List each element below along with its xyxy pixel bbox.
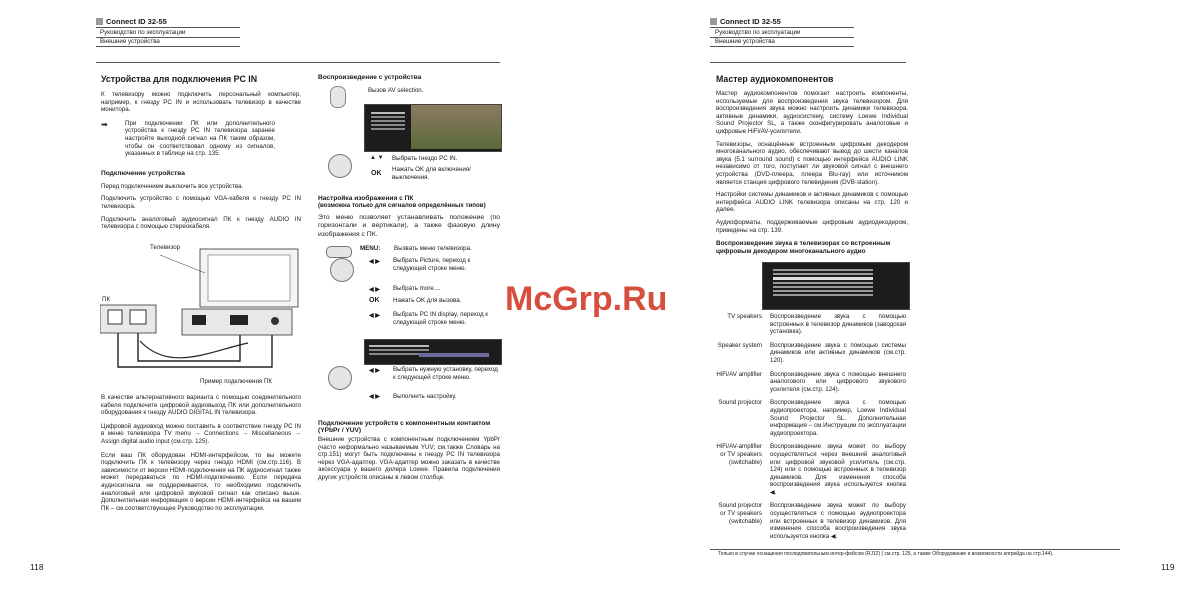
col2-pic-txt: Выбрать Picture, переход к следующей строке меню. bbox=[393, 257, 471, 272]
col2-sub2b: (возможна только для сигналов определённых типов) bbox=[318, 202, 486, 209]
audio-row bbox=[716, 502, 908, 540]
col1-sub1: Подключение устройства bbox=[101, 169, 185, 177]
ok-wheel-icon bbox=[328, 154, 352, 178]
col3-p3: Настройки системы динамиков и активных динамиков с помощью интерфейса AUDIO LINK телевизора описаны на стр. 120 и далее. bbox=[716, 191, 908, 214]
col3-title: Мастер аудиокомпонентов bbox=[716, 74, 834, 84]
audio-row-text: Воспроизведение звука с помощью аудиопроектора, например, Loewe Individual Sound Projector SL. Дополнительная информация – см.Инструкции по эксплуатации аудиопроектора. bbox=[770, 399, 906, 437]
col3-p1: Мастер аудиокомпонентов помогает настроить компоненты, используемые для воспроизведения звука телевизором. Для воспроизведения звука можно настроить динамики телевизора, активные динамики, аудиосистему, систему Loewe Individual Sound Projector SL, а также сконфигурировать аналоговые и цифровые HiFi/AV-усилители. bbox=[716, 90, 908, 135]
col3-sub: Воспроизведение звука в телевизорах со встроенным цифровым декодером многоканального аудио bbox=[716, 240, 891, 255]
col1-p5: В качестве альтернативного варианта с помощью соединительного кабеля подключите цифровой аудиовыход ПК или дополнительного оборудования к гнезду AUDIO DIGITAL IN телевизора. bbox=[101, 394, 301, 417]
col2-adjust-section bbox=[318, 195, 500, 239]
arrow-icon: ➡ bbox=[101, 119, 108, 129]
ok-key-label-1: OK bbox=[371, 170, 382, 177]
col3-p2: Телевизоры, оснащённые встроенным цифровым декодером многоканального аудио, обеспечивают вывод до шести каналов звука (5.1 surround sound) с помощью интерфейса AUDIO LINK независимо от того, поступает ли звуковой сигнал с внешнего устройства (DVD-плеера, плеера Blu-ray) или источником является станция цифрового телевидения (DVB-station). bbox=[716, 140, 908, 186]
left-header-title: Connect ID 32-55 bbox=[96, 17, 167, 26]
col3-p4: Аудиоформаты, поддерживаемые цифровым аудиодекодером, приведены на стр. 139. bbox=[716, 218, 908, 234]
audio-row bbox=[716, 371, 908, 394]
audio-row-label: TV speakers bbox=[727, 313, 762, 320]
col2-sub2: Настройка изображения с ПК bbox=[318, 195, 414, 202]
audio-row bbox=[716, 342, 908, 365]
audio-row-label: Sound projector or TV speakers (switchable) bbox=[718, 502, 762, 525]
col1-p3: Подключить устройство с помощью VGA-кабеля к гнезду PC IN телевизора. bbox=[101, 195, 301, 210]
col2-more-txt: Выбрать more.... bbox=[393, 285, 441, 292]
page-number-right: 119 bbox=[1161, 562, 1175, 572]
audio-row-label: HiFi/AV-amplifier or TV speakers (switchable) bbox=[716, 443, 762, 466]
ok-key-label-2: OK bbox=[369, 297, 380, 304]
col2-do-txt: Выполнить настройку. bbox=[393, 393, 457, 400]
col2-needed-txt: Выбрать нужную установку, переход к следующей строке меню. bbox=[393, 366, 498, 381]
header-square-icon bbox=[96, 18, 103, 25]
column-1 bbox=[101, 74, 301, 231]
diagram-pc-label: ПК bbox=[102, 296, 111, 303]
col1-note: ➡ При подключении ПК или дополнительного устройства к гнезду PC IN телевизора заранее настройте выходной сигнал на ПК таким образом, чтобы он соответствовал одному из сигналов, указанных в таблице на стр. 135. bbox=[101, 119, 275, 158]
left-header-line2: Внешние устройства bbox=[100, 38, 160, 45]
col2-title: Воспроизведение с устройства bbox=[318, 74, 422, 81]
tv-screen-1 bbox=[364, 104, 502, 152]
audio-row-text: Воспроизведение звука с помощью системы динамиков или активных динамиков (см.стр. 120). bbox=[770, 341, 906, 364]
lr-keys-icon-5: ◀ ▶ bbox=[369, 394, 380, 400]
audio-row-text: Воспроизведение звука с помощью встроенных в телевизор динамиков (заводская установка). bbox=[770, 313, 906, 336]
right-header-title: Connect ID 32-55 bbox=[710, 17, 781, 26]
col2-sub3: Подключение устройств с компонентным контактом (YPbPr / YUV) bbox=[318, 420, 491, 434]
right-header-line2: Внешние устройства bbox=[715, 38, 775, 45]
lr-keys-icon-4: ◀ ▶ bbox=[369, 368, 380, 374]
audio-row bbox=[716, 399, 908, 437]
audio-row-text: Воспроизведение звука с помощью внешнего аналогового или цифрового звукового усилителя (см.стр. 124). bbox=[770, 370, 906, 393]
col2-ok-call: Нажать OK для вызова. bbox=[393, 297, 462, 304]
connection-diagram bbox=[100, 243, 300, 389]
column-2 bbox=[318, 74, 498, 81]
audio-row bbox=[716, 313, 908, 336]
col2-sel-pcin: Выбрать гнездо PC IN. bbox=[392, 155, 458, 162]
page-number-left: 118 bbox=[30, 562, 44, 572]
tv-screen-3 bbox=[762, 262, 910, 310]
lr-keys-icon-1: ◀ ▶ bbox=[369, 259, 380, 265]
footnote: Только в случае оснащения последовательным интер-фейсом (RJ12) ( см.стр. 125, а также Оборудование и возможности апгрейда на стр.144). bbox=[718, 551, 1054, 557]
left-header-line1: Руководство по эксплуатации bbox=[100, 29, 186, 36]
tv-screen-2 bbox=[364, 339, 502, 365]
col2-p-ypbpr: Внешние устройства с компонентным подключением YpbPr (часто неформально называемым YUV; см.также Словарь на стр.151) могут быть подключены к гнезду PC IN телевизора через VGA-адаптер. VGA-адаптер можно заказать в качестве аксессуара у вашего дилера Loewe. Правила подключения других устройств описаны в левом столбце. bbox=[318, 436, 500, 481]
diagram-caption: Пример подключения ПК bbox=[200, 378, 273, 385]
column-3 bbox=[716, 74, 908, 255]
col1-p1: К телевизору можно подключить персональный компьютер, например, к гнезду PC IN и использовать телевизор в качестве монитора. bbox=[101, 91, 301, 114]
watermark: McGrp.Ru bbox=[505, 280, 668, 318]
col1-title: Устройства для подключения PC IN bbox=[101, 74, 258, 84]
audio-row-text: Воспроизведение звука может по выбору осуществляться через внешний аналоговый или цифровой звуковой усилитель (см.стр. 124) или с помощью встроенных в телевизор динамиков. Для изменения способа воспроизведения звука используется кнопка ◀. bbox=[770, 443, 906, 496]
col1-p7: Если ваш ПК оборудован HDMI-интерфейсом, то вы можете подключить ПК к телевизору через гнездо HDMI (см.стр.116). В зависимости от версии HDMI-подключения на ПК аудиосигнал также может передаваться по HDMI-подключению. Если передача аудиосигнала не поддерживается, то необходимо подключить аналоговый или цифровой звуковой сигнал как описано выше. Дополнительная информация о версии HDMI-интерфейса на вашем ПК – см.соответствующее Руководство по эксплуатации. bbox=[101, 451, 301, 512]
diagram-graphic bbox=[100, 243, 300, 389]
col2-menu-txt: Вызвать меню телевизора. bbox=[394, 245, 472, 252]
col2-ypbpr-section bbox=[318, 420, 500, 482]
column-1-lower bbox=[101, 394, 301, 512]
header-square-icon bbox=[710, 18, 717, 25]
diagram-tv-label: Телевизор bbox=[150, 244, 181, 251]
audio-row bbox=[716, 443, 908, 496]
nav-wheel-icon bbox=[330, 258, 354, 282]
audio-row-label: Sound projector bbox=[718, 399, 762, 407]
col2-pcdisp-txt: Выбрать PC IN display, переход к следующей строке меню. bbox=[393, 311, 489, 326]
right-header-line1: Руководство по эксплуатации bbox=[715, 29, 801, 36]
audio-row-label: Speaker system bbox=[717, 341, 762, 349]
col1-p4: Подключить аналоговый аудиосигнал ПК к гнезду AUDIO IN телевизора с помощью стереокабеля. bbox=[101, 215, 301, 231]
col1-p6: Цифровой аудиовход можно поставить в соответствие гнезду PC IN в меню телевизора TV menu → Connections → Miscellaneous → Assign digital audio input (см.стр. 125). bbox=[101, 422, 301, 445]
lr-keys-icon-2: ◀ ▶ bbox=[369, 287, 380, 293]
av-button-icon bbox=[330, 86, 346, 108]
menu-button-icon bbox=[326, 246, 352, 258]
nav-wheel-icon-2 bbox=[328, 366, 352, 390]
lr-keys-icon-3: ◀ ▶ bbox=[369, 313, 380, 319]
col2-p-adj: Это меню позволяет устанавливать положение (по горизонтали и вертикали), а также фазовую длину изображения с ПК. bbox=[318, 213, 500, 238]
col2-av-sel: Вызов AV selection. bbox=[368, 87, 424, 94]
col1-p2: Перед подключением выключить все устройства. bbox=[101, 182, 244, 190]
audio-row-label: HiFi/AV amplifier bbox=[716, 370, 762, 378]
audio-rows bbox=[716, 313, 908, 540]
up-down-keys-icon: ▲ ▼ bbox=[370, 155, 384, 161]
col2-ok-on: Нажать OK для включения/выключения. bbox=[392, 166, 471, 181]
col2-menu-key: MENU: bbox=[360, 245, 381, 252]
audio-row-text: Воспроизведение звука может по выбору осуществляться с помощью аудиопроектора или встроенных в телевизор динамиков. Для изменения способа воспроизведения звука используется кнопка ◀. bbox=[770, 502, 906, 540]
